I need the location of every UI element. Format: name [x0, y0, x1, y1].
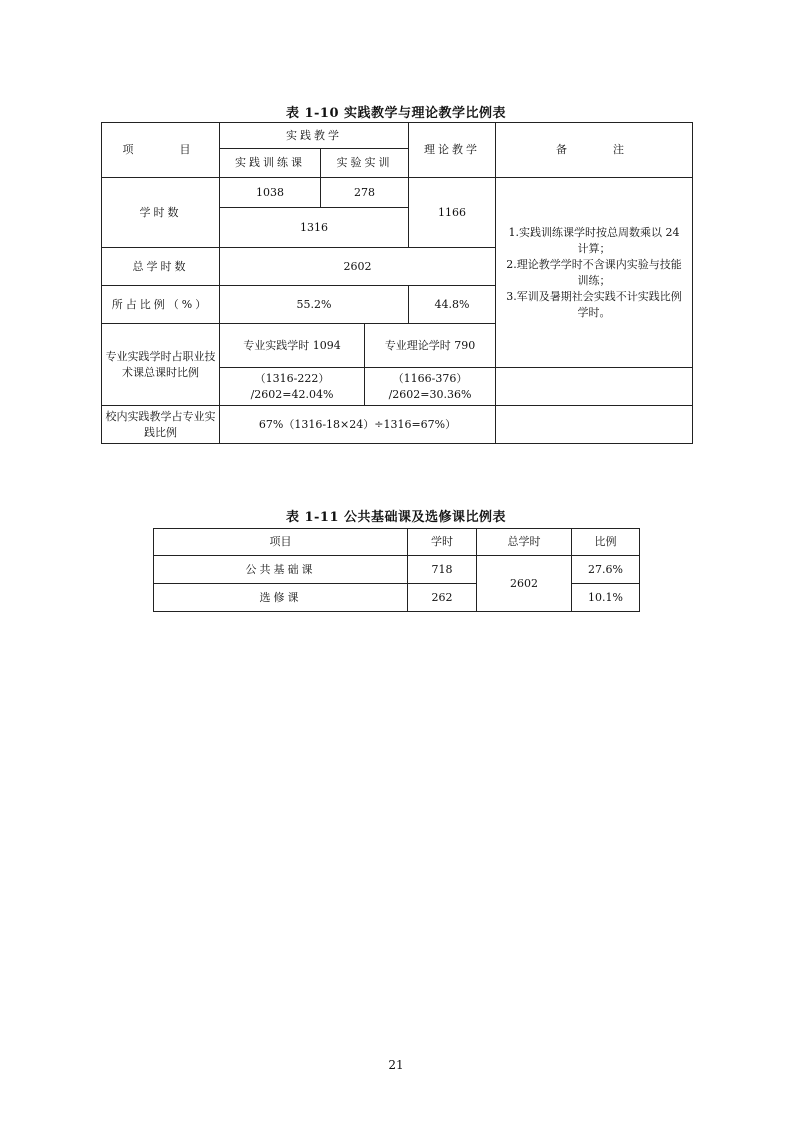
row-hours-label: 学时数 [102, 178, 220, 248]
formula-theory-line-1: （1166-376） [392, 371, 468, 385]
note-2: 2.理论教学学时不含课内实验与技能训练； [506, 257, 682, 287]
row-public-basic-hours: 718 [408, 556, 477, 584]
header-theory: 理论教学 [409, 123, 496, 178]
practice-theory-ratio-table [101, 122, 693, 444]
row-elective-ratio: 10.1% [572, 584, 640, 612]
table-1-10-caption: 表 1-10 实践教学与理论教学比例表 [285, 106, 507, 121]
row-ratio-label: 所占比例（%） [102, 286, 220, 324]
row-onsite-practice-label: 校内实践教学占专业实践比例 [102, 406, 220, 444]
row-public-basic-ratio: 27.6% [572, 556, 640, 584]
row-public-basic-item: 公共基础课 [154, 556, 408, 584]
cell-practice-ratio: 55.2% [220, 286, 409, 324]
header-item: 项 目 [102, 123, 220, 178]
note-3: 3.军训及暑期社会实践不计实践比例学时。 [506, 289, 682, 319]
notes-cell [496, 178, 693, 368]
table-1-11-caption: 表 1-11 公共基础课及选修课比例表 [285, 510, 507, 525]
cell-theory-ratio: 44.8% [409, 286, 496, 324]
header-lab: 实验实训 [321, 149, 409, 178]
cell-professional-theory-hours: 专业理论学时 790 [365, 324, 496, 368]
cell-theory-hours: 1166 [409, 178, 496, 248]
notes-empty-cell [496, 368, 693, 406]
cell-total-hours: 2602 [220, 248, 496, 286]
header-hours: 学时 [408, 529, 477, 556]
cell-training-hours: 1038 [220, 178, 321, 208]
formula-theory-line-2: /2602=30.36% [388, 387, 472, 401]
header-ratio: 比例 [572, 529, 640, 556]
cell-total-hours: 2602 [477, 556, 572, 612]
formula-practice-line-2: /2602=42.04% [250, 387, 334, 401]
note-1: 1.实践训练课学时按总周数乘以 24 计算； [508, 225, 680, 255]
row-elective-hours: 262 [408, 584, 477, 612]
public-elective-ratio-table [153, 528, 640, 612]
header-practice: 实践教学 [220, 123, 409, 149]
cell-lab-hours: 278 [321, 178, 409, 208]
page-number: 21 [388, 1058, 404, 1072]
row-total-hours-label: 总学时数 [102, 248, 220, 286]
formula-practice-line-1: （1316-222） [254, 371, 330, 385]
row-elective-item: 选修课 [154, 584, 408, 612]
header-training: 实践训练课 [220, 149, 321, 178]
cell-professional-theory-formula [365, 368, 496, 406]
notes-bottom-empty-cell [496, 406, 693, 444]
row-professional-ratio-label: 专业实践学时占职业技术课总课时比例 [102, 324, 220, 406]
cell-onsite-practice-value: 67%（1316-18×24）÷1316=67%） [220, 406, 496, 444]
header-item: 项目 [154, 529, 408, 556]
cell-practice-total-hours: 1316 [220, 208, 409, 248]
header-notes: 备 注 [496, 123, 693, 178]
cell-professional-practice-formula [220, 368, 365, 406]
header-total-hours: 总学时 [477, 529, 572, 556]
cell-professional-practice-hours: 专业实践学时 1094 [220, 324, 365, 368]
